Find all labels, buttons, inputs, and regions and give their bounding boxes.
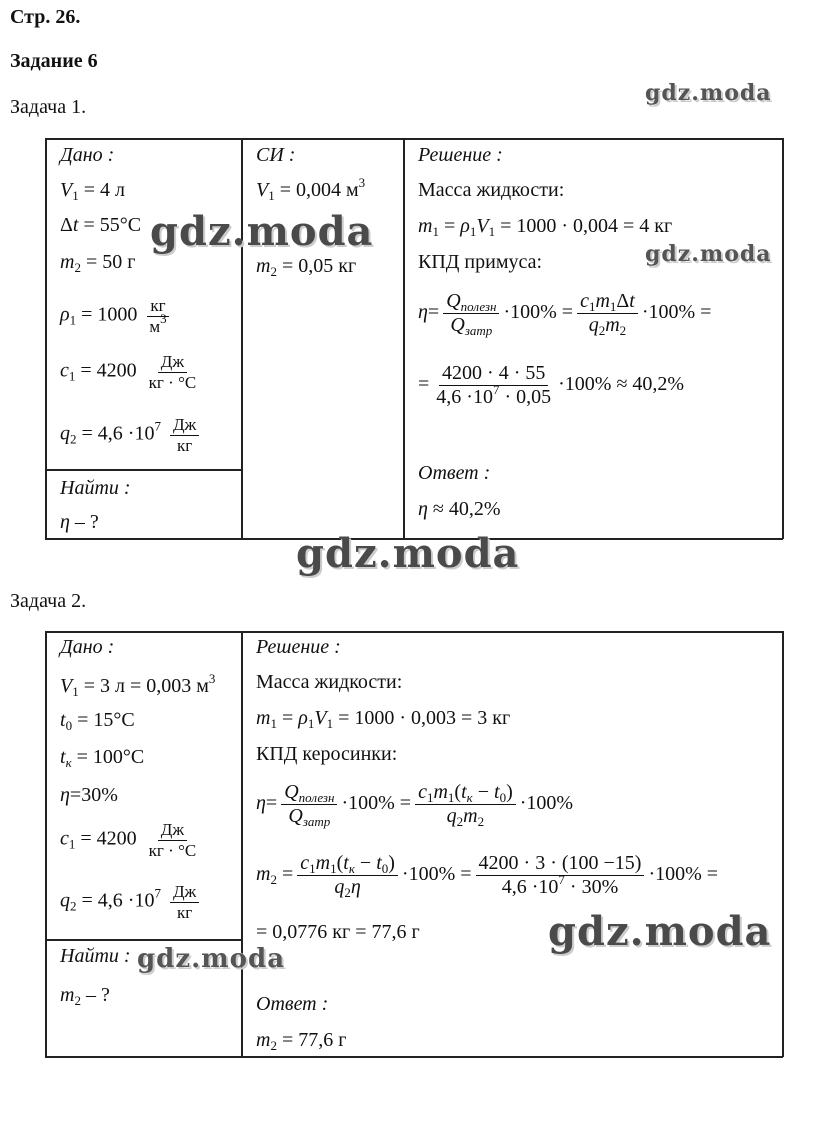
given-eta: η=30% (60, 784, 118, 806)
problem-2-title: Задача 2. (10, 590, 87, 612)
page-number: Стр. 26. (10, 6, 81, 28)
watermark: gdz.moda (296, 530, 520, 577)
watermark: gdz.moda (137, 944, 286, 974)
si-v1: $V_1 = 0,004$ $м^3$ (256, 175, 366, 203)
mass-label: Масса жидкости: (256, 671, 403, 693)
mass-formula: $m_2$ = $\frac{c_1m_1(t_к - t_0)}{q_2\eta}$ ·100% = $\frac{4200 \cdot 3 \cdot (100 -15)}{4,6 \cdot 10^7 \cdot 30\%}$ ·100% = (256, 852, 719, 900)
find-m2: $m_2$ – ? (60, 984, 110, 1008)
solution-header: Решение : (256, 636, 341, 658)
mass-label: Масса жидкости: (418, 179, 565, 201)
given-v1: $V_1 = 4$ л (60, 179, 125, 203)
answer-value: $m_2 = 77,6$ г (256, 1029, 347, 1053)
solution-header: Решение : (418, 144, 503, 166)
given-header: Дано : (60, 144, 115, 166)
kpd-label: КПД примуса: (418, 251, 543, 273)
given-v1: $V_1 = 3$ л = 0,003 $м^3$ (60, 671, 216, 699)
given-c1: $c_1 = 4200$ $\frac{Дж}{кг \cdot ^\circ C}$ (60, 352, 197, 392)
answer-value: η ≈ 40,2% (418, 498, 501, 520)
given-t0: $t_0 = 15^\circ C$ (60, 709, 135, 733)
mass-equation: $m_1 = \rho_1V_1 = 1000 \cdot 0,004 = 4$ кг (418, 215, 673, 239)
watermark: gdz.moda (548, 908, 772, 955)
given-rho: $\rho_1 = 1000$ $\frac{кг}{м^3}$ (60, 296, 167, 336)
mass-result: = 0,0776 кг = 77,6 г (256, 921, 420, 943)
answer-header: Ответ : (256, 993, 329, 1015)
si-m2: $m_2 = 0,05$ кг (256, 255, 357, 279)
watermark: gdz.moda (645, 241, 772, 267)
find-eta: η – ? (60, 511, 99, 533)
watermark: gdz.moda (645, 80, 772, 106)
find-header: Найти : (60, 477, 131, 499)
mass-equation: $m_1 = \rho_1V_1 = 1000 \cdot 0,003 = 3$ кг (256, 707, 511, 731)
watermark: gdz.moda (150, 208, 374, 255)
kpd-label: КПД керосинки: (256, 743, 398, 765)
problem-1-title: Задача 1. (10, 96, 87, 118)
given-dt: Δt = 55°C (60, 214, 142, 236)
si-header: СИ : (256, 144, 296, 166)
find-header: Найти : (60, 945, 131, 967)
given-tk: $t_к = 100^\circ C$ (60, 746, 145, 770)
given-q2: $q_2 = 4,6 \cdot 10^7$ $\frac{Дж}{кг}$ (60, 415, 203, 455)
efficiency-numeric: = $\frac{4200 \cdot 4 \cdot 55}{4,6 \cdot 10^7 \cdot 0,05}$ ·100% ≈ 40,2% (418, 362, 685, 408)
task-title: Задание 6 (10, 50, 98, 72)
given-q2: $q_2 = 4,6 \cdot 10^7$ $\frac{Дж}{кг}$ (60, 882, 203, 922)
efficiency-formula: η= $\frac{Q_{полезн}}{Q_{затр}}$ ·100% = $\frac{c_1m_1\Delta t}{q_2m_2}$ ·100% = (418, 290, 712, 338)
answer-header: Ответ : (418, 462, 491, 484)
given-header: Дано : (60, 636, 115, 658)
efficiency-formula: η= $\frac{Q_{полезн}}{Q_{затр}}$ ·100% = $\frac{c_1m_1(t_к - t_0)}{q_2m_2}$ ·100% (256, 781, 574, 829)
given-m2: $m_2 = 50$ г (60, 251, 136, 275)
given-c1: $c_1 = 4200$ $\frac{Дж}{кг \cdot ^\circ C}$ (60, 820, 197, 860)
